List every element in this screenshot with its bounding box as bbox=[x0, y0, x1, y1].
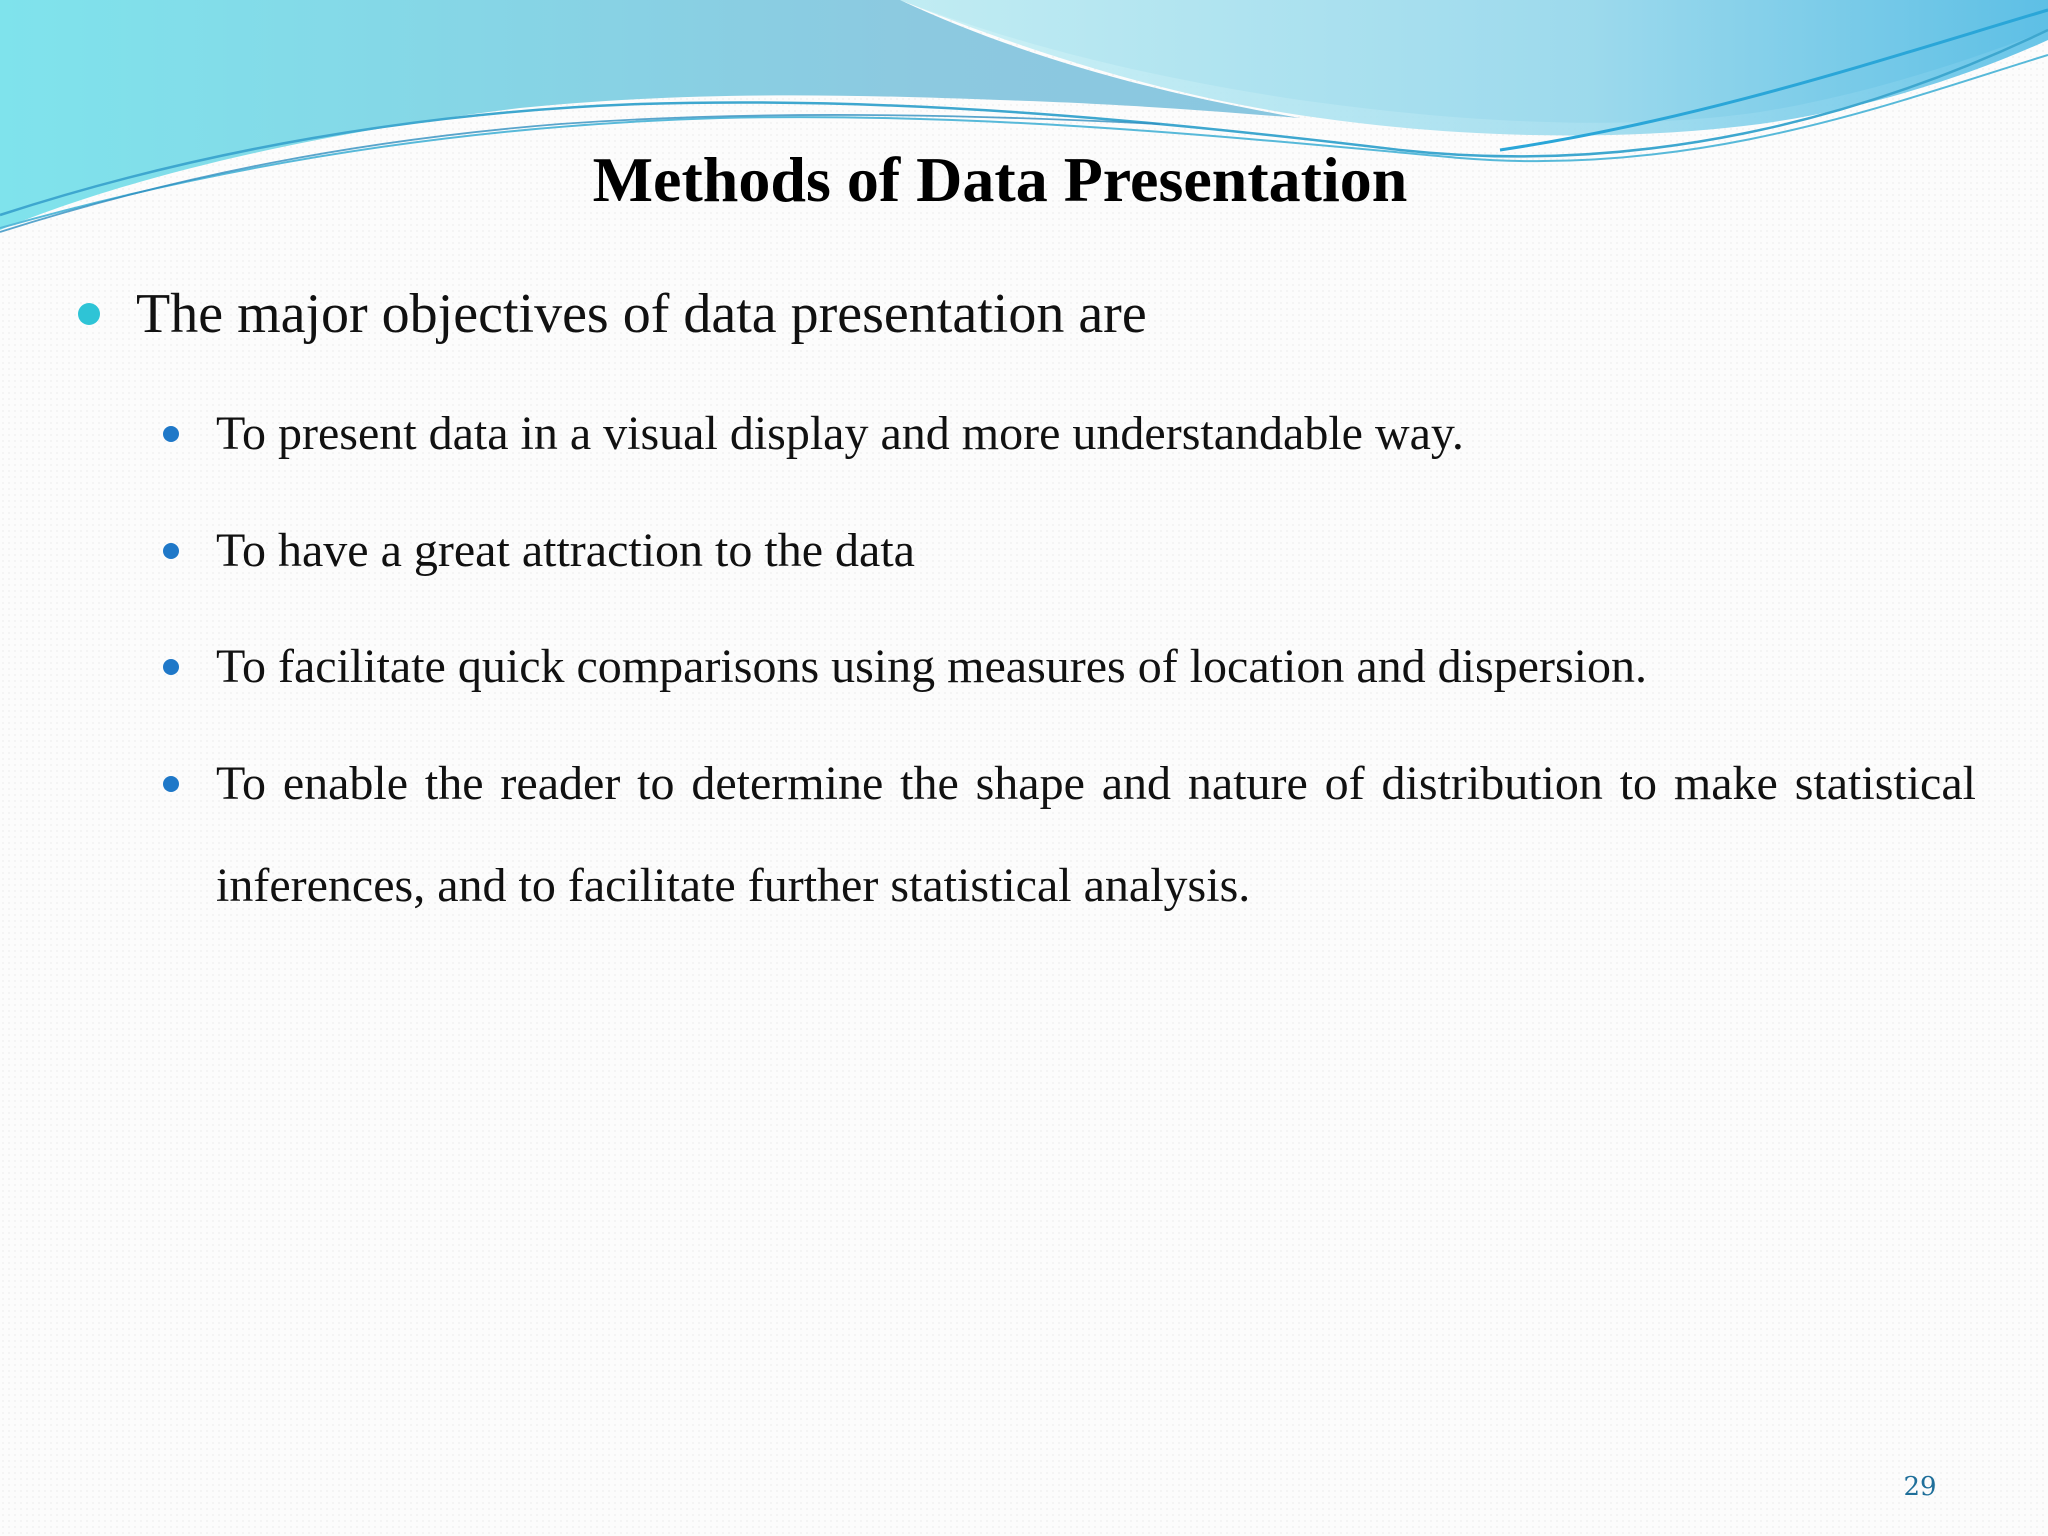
main-bullet-text: The major objectives of data presentation are bbox=[136, 283, 1147, 345]
main-bullet-icon bbox=[78, 303, 100, 325]
sub-bullet-text: To have a great attraction to the data bbox=[216, 524, 915, 577]
sub-bullet-icon bbox=[163, 776, 179, 792]
slide-title: Methods of Data Presentation bbox=[592, 144, 1408, 215]
sub-bullet-icon bbox=[163, 426, 179, 442]
sub-bullet-icon bbox=[163, 543, 179, 559]
sub-bullet-text: To enable the reader to determine the shape and nature of distribution to make statistical inferences, and to facilitate further statistical analysis. bbox=[216, 757, 1976, 912]
page-number: 29 bbox=[1903, 1472, 1937, 1502]
sub-bullet-text: To facilitate quick comparisons using measures of location and dispersion. bbox=[216, 640, 1647, 693]
sub-bullet-text: To present data in a visual display and more understandable way. bbox=[216, 407, 1464, 460]
sub-bullet-icon bbox=[163, 659, 179, 675]
